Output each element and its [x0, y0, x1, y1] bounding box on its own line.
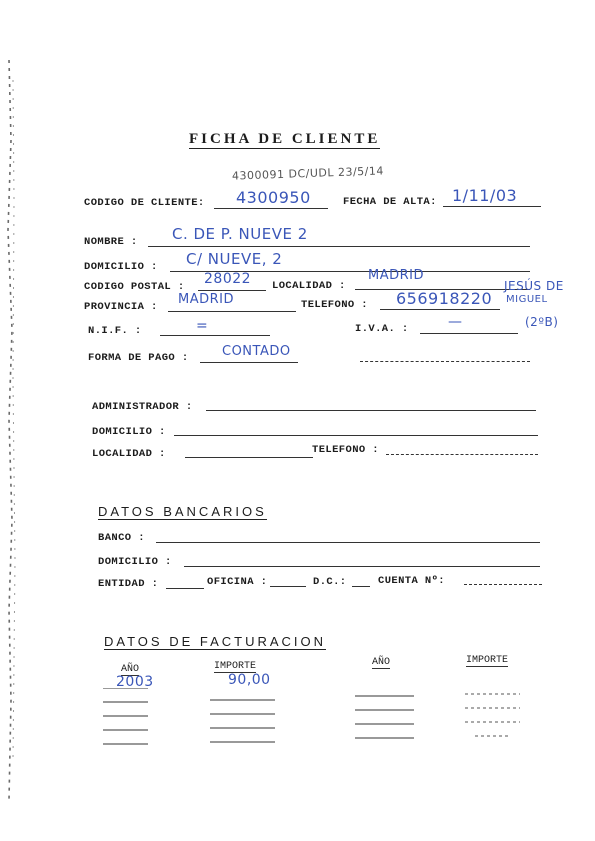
- billing-year-header-2: AÑO: [372, 657, 391, 668]
- provincia-value: MADRID: [178, 292, 234, 307]
- cuenta-label: CUENTA Nº:: [378, 575, 446, 587]
- banco-label: BANCO :: [98, 532, 145, 544]
- oficina-label: OFICINA :: [207, 576, 268, 588]
- domicilio-value: C/ NUEVE, 2: [186, 250, 283, 268]
- domicilio-label: DOMICILIO :: [84, 261, 158, 273]
- nombre-label: NOMBRE :: [84, 236, 138, 248]
- cp-label: CODIGO POSTAL :: [84, 281, 185, 293]
- billing-section-title: DATOS DE FACTURACION: [104, 634, 327, 649]
- entidad-label: ENTIDAD :: [98, 578, 159, 590]
- bank-domicilio-label: DOMICILIO :: [98, 556, 172, 568]
- provincia-label: PROVINCIA :: [84, 301, 158, 313]
- start-date-value: 1/11/03: [452, 186, 518, 205]
- nif-value: =: [196, 318, 209, 334]
- pago-value: CONTADO: [222, 344, 291, 359]
- telefono-value: 656918220: [396, 289, 493, 308]
- start-date-label: FECHA DE ALTA:: [343, 196, 437, 208]
- cp-value: 28022: [204, 271, 252, 287]
- telefono-note-1: JESÚS DE: [504, 279, 564, 293]
- billing-year-header-1: AÑO: [121, 664, 140, 675]
- nif-label: N.I.F. :: [88, 325, 142, 337]
- iva-label: I.V.A. :: [355, 323, 409, 335]
- scan-margin-noise: [4, 0, 18, 841]
- top-annotation: 4300091 DC/UDL 23/5/14: [231, 164, 385, 183]
- form-title: FICHA DE CLIENTE: [189, 131, 381, 147]
- billing-table-lines: [100, 688, 550, 758]
- billing-amount-header-1: IMPORTE: [214, 661, 257, 672]
- dc-label: D.C.:: [313, 576, 347, 588]
- admin-telefono-label: TELEFONO :: [312, 444, 380, 456]
- billing-amount-header-2: IMPORTE: [466, 655, 509, 666]
- admin-domicilio-label: DOMICILIO :: [92, 426, 166, 438]
- client-code-label: CODIGO DE CLIENTE:: [84, 197, 205, 209]
- iva-value: —: [448, 314, 463, 330]
- billing-row-amount: 90,00: [228, 672, 271, 688]
- admin-localidad-label: LOCALIDAD :: [92, 448, 166, 460]
- telefono-note-2: MIGUEL: [506, 294, 548, 305]
- localidad-value: MADRID: [368, 268, 424, 283]
- bank-section-title: DATOS BANCARIOS: [98, 504, 267, 519]
- billing-row-year: 2003: [116, 674, 154, 690]
- pago-label: FORMA DE PAGO :: [88, 352, 189, 364]
- telefono-note-3: (2ºB): [525, 315, 559, 329]
- localidad-label: LOCALIDAD :: [272, 280, 346, 292]
- telefono-label: TELEFONO :: [301, 299, 369, 311]
- administrador-label: ADMINISTRADOR :: [92, 401, 193, 413]
- nombre-value: C. DE P. NUEVE 2: [172, 225, 308, 243]
- client-code-value: 4300950: [236, 188, 311, 207]
